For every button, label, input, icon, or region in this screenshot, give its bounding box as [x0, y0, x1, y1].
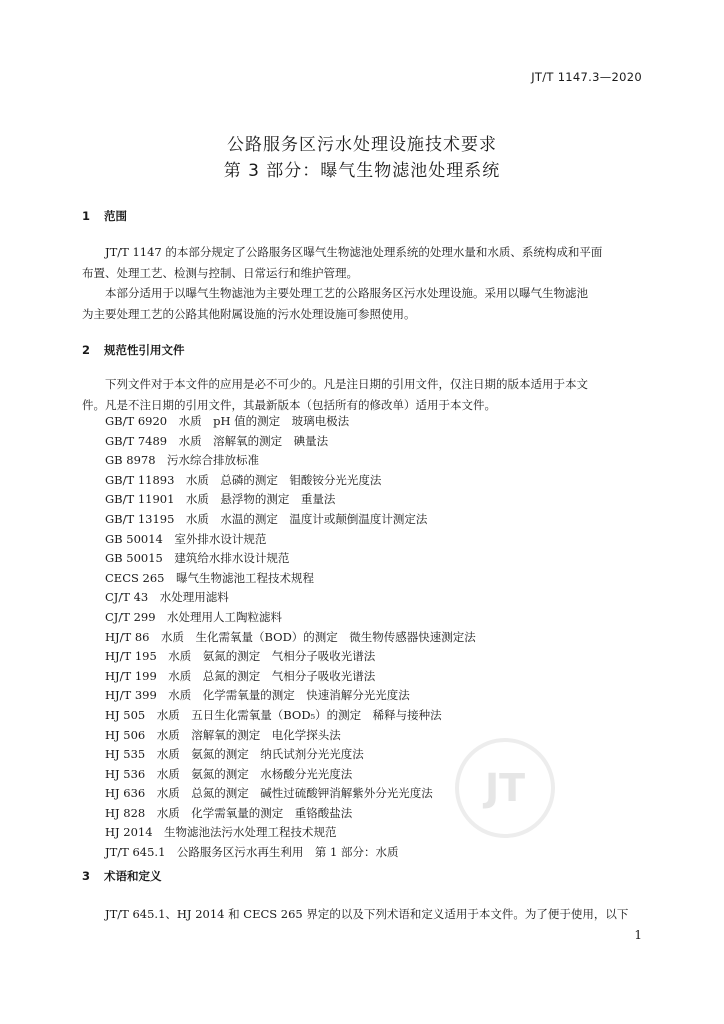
reference-item: HJ/T 399 水质 化学需氧量的测定 快速消解分光光度法 — [105, 688, 410, 703]
reference-item: CJ/T 299 水处理用人工陶粒滤料 — [105, 609, 283, 624]
section-title: 规范性引用文件 — [104, 343, 185, 357]
jt-watermark-logo: JT — [455, 738, 555, 838]
normative-intro — [82, 374, 642, 415]
reference-item: CECS 265 曝气生物滤池工程技术规程 — [105, 570, 314, 585]
scope-text — [82, 242, 642, 324]
section-heading-terms — [82, 868, 162, 884]
reference-item: GB 50015 建筑给水排水设计规范 — [105, 551, 290, 566]
page-number: 1 — [634, 928, 642, 942]
reference-item: CJ/T 43 水处理用滤料 — [105, 590, 229, 605]
section-number: 3 — [82, 869, 91, 883]
paragraph-line: 布置、处理工艺、检测与控制、日常运行和维护管理。 — [82, 265, 358, 280]
section-heading-scope — [82, 208, 127, 224]
section-heading-normative-references — [82, 342, 185, 358]
section-title: 范围 — [104, 209, 127, 223]
section-title: 术语和定义 — [104, 869, 162, 883]
section-number: 1 — [82, 209, 91, 223]
reference-item: JT/T 645.1 公路服务区污水再生利用 第 1 部分：水质 — [105, 845, 399, 860]
terms-intro — [82, 904, 642, 925]
reference-item: HJ/T 199 水质 总氮的测定 气相分子吸收光谱法 — [105, 668, 376, 683]
reference-item: HJ 2014 生物滤池法污水处理工程技术规范 — [105, 825, 337, 840]
paragraph-line: 为主要处理工艺的公路其他附属设施的污水处理设施可参照使用。 — [82, 306, 416, 321]
standard-code: JT/T 1147.3—2020 — [531, 70, 642, 84]
paragraph-line: 件。凡是不注日期的引用文件，其最新版本（包括所有的修改单）适用于本文件。 — [82, 397, 496, 412]
reference-item: HJ 828 水质 化学需氧量的测定 重铬酸盐法 — [105, 805, 353, 820]
section-number: 2 — [82, 343, 91, 357]
reference-item: HJ 505 水质 五日生化需氧量（BOD₅）的测定 稀释与接种法 — [105, 707, 442, 722]
reference-item: GB 50014 室外排水设计规范 — [105, 531, 267, 546]
reference-item: GB/T 11901 水质 悬浮物的测定 重量法 — [105, 492, 336, 507]
reference-item: GB/T 11893 水质 总磷的测定 钼酸铵分光光度法 — [105, 472, 382, 487]
reference-item: GB/T 13195 水质 水温的测定 温度计或颠倒温度计测定法 — [105, 511, 428, 526]
paragraph-line: JT/T 1147 的本部分规定了公路服务区曝气生物滤池处理系统的处理水量和水质、系统构成和平面 — [105, 245, 603, 259]
paragraph-line: 下列文件对于本文件的应用是必不可少的。凡是注日期的引用文件，仅注日期的版本适用于本文 — [105, 377, 588, 391]
paragraph-line: 本部分适用于以曝气生物滤池为主要处理工艺的公路服务区污水处理设施。采用以曝气生物滤池 — [105, 286, 588, 300]
reference-item: HJ 536 水质 氨氮的测定 水杨酸分光光度法 — [105, 766, 353, 781]
reference-list — [105, 412, 476, 863]
reference-item: GB 8978 污水综合排放标准 — [105, 453, 260, 468]
document-title: 公路服务区污水处理设施技术要求 — [227, 135, 497, 155]
reference-item: GB/T 6920 水质 pH 值的测定 玻璃电极法 — [105, 414, 350, 428]
reference-item: HJ/T 195 水质 氨氮的测定 气相分子吸收光谱法 — [105, 649, 376, 664]
paragraph-line: JT/T 645.1、HJ 2014 和 CECS 265 界定的以及下列术语和定义适用于本文件。为了便于使用，以下 — [105, 907, 629, 921]
reference-item: HJ 535 水质 氨氮的测定 纳氏试剂分光光度法 — [105, 747, 364, 762]
reference-item: HJ 636 水质 总氮的测定 碱性过硫酸钾消解紫外分光光度法 — [105, 786, 433, 801]
document-subtitle: 第 3 部分：曝气生物滤池处理系统 — [223, 161, 501, 181]
reference-item: GB/T 7489 水质 溶解氧的测定 碘量法 — [105, 433, 329, 448]
reference-item: HJ 506 水质 溶解氧的测定 电化学探头法 — [105, 727, 341, 742]
reference-item: HJ/T 86 水质 生化需氧量（BOD）的测定 微生物传感器快速测定法 — [105, 629, 476, 644]
